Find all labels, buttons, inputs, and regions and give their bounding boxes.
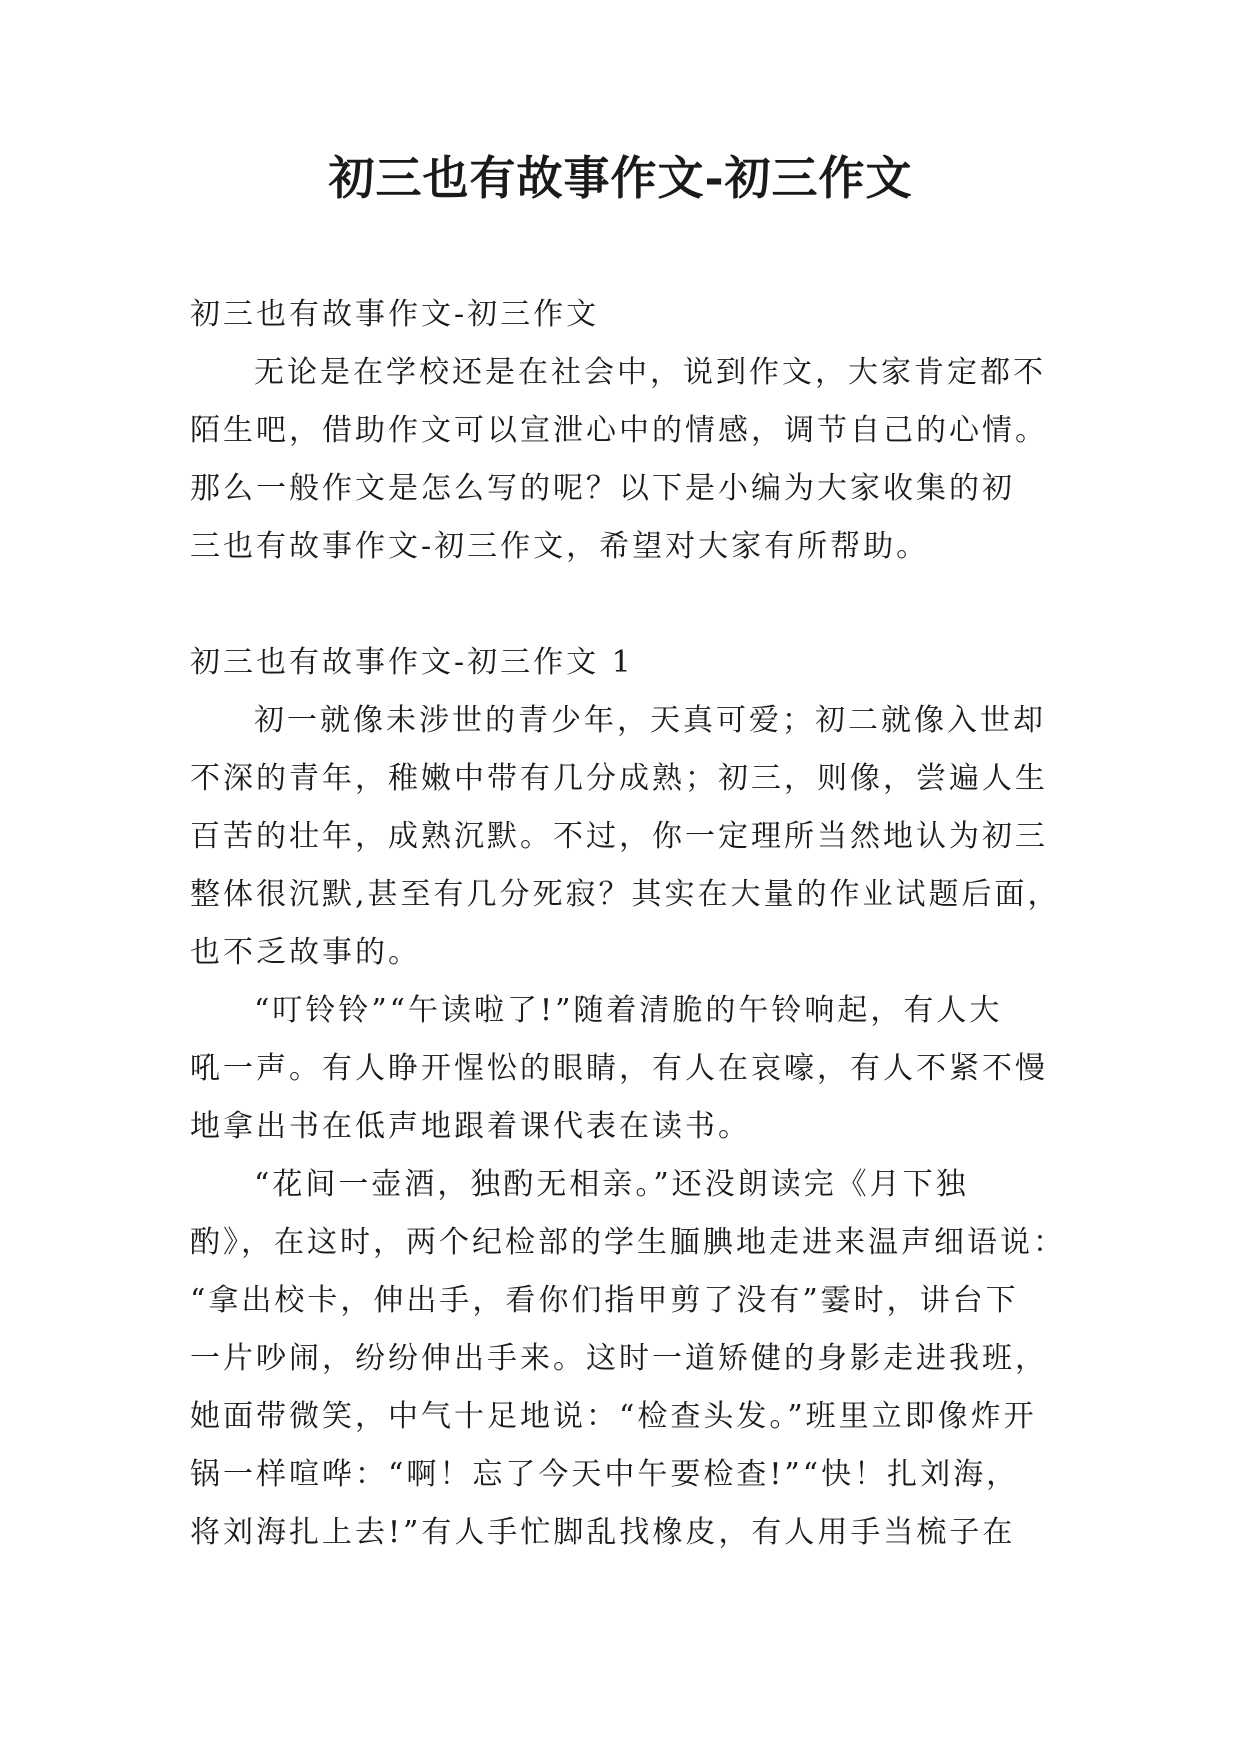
paragraph-line: 吼一声。有人睁开惺忪的眼睛，有人在哀嚎，有人不紧不慢 bbox=[190, 1051, 1048, 1086]
intro-paragraph bbox=[190, 344, 1070, 576]
subtitle: 初三也有故事作文-初三作文 bbox=[190, 297, 600, 332]
section-heading: 初三也有故事作文-初三作文 1 bbox=[190, 645, 634, 680]
paragraph-line: 初一就像未涉世的青少年，天真可爱；初二就像入世却 bbox=[254, 703, 1046, 738]
paragraph-line: 将刘海扎上去!”有人手忙脚乱找橡皮，有人用手当梳子在 bbox=[190, 1515, 1016, 1550]
paragraph-line: 酌》，在这时，两个纪检部的学生腼腆地走进来温声细语说： bbox=[190, 1225, 1066, 1260]
paragraph-line: 整体很沉默,甚至有几分死寂？其实在大量的作业试题后面， bbox=[190, 877, 1061, 912]
intro-line: 三也有故事作文-初三作文，希望对大家有所帮助。 bbox=[190, 529, 930, 564]
paragraph-line: 她面带微笑，中气十足地说：“检查头发。”班里立即像炸开 bbox=[190, 1399, 1037, 1434]
paragraph-line: “叮铃铃”“午读啦了!”随着清脆的午铃响起，有人大 bbox=[254, 993, 1003, 1028]
paragraph-line: 百苦的壮年，成熟沉默。不过，你一定理所当然地认为初三 bbox=[190, 819, 1048, 854]
paragraph-spacer bbox=[190, 576, 1070, 634]
paragraph-line: 一片吵闹，纷纷伸出手来。这时一道矫健的身影走进我班， bbox=[190, 1341, 1048, 1376]
intro-line: 那么一般作文是怎么写的呢？以下是小编为大家收集的初 bbox=[190, 471, 1015, 506]
paragraph-1 bbox=[190, 692, 1070, 982]
paragraph-line: 锅一样喧哗：“啊！忘了今天中午要检查!”“快！扎刘海， bbox=[190, 1457, 1020, 1492]
intro-line: 陌生吧，借助作文可以宣泄心中的情感，调节自己的心情。 bbox=[190, 413, 1048, 448]
paragraph-line: “拿出校卡，伸出手，看你们指甲剪了没有”霎时，讲台下 bbox=[190, 1283, 1019, 1318]
document-body bbox=[190, 286, 1070, 1562]
paragraph-line: 不深的青年，稚嫩中带有几分成熟；初三，则像，尝遍人生 bbox=[190, 761, 1048, 796]
paragraph-line: “花间一壶酒，独酌无相亲。”还没朗读完《月下独 bbox=[254, 1167, 969, 1202]
document-title: 初三也有故事作文-初三作文 bbox=[328, 151, 913, 205]
paragraph-line: 也不乏故事的。 bbox=[190, 935, 421, 970]
paragraph-3 bbox=[190, 1156, 1070, 1562]
paragraph-line: 地拿出书在低声地跟着课代表在读书。 bbox=[190, 1109, 751, 1144]
intro-line: 无论是在学校还是在社会中，说到作文，大家肯定都不 bbox=[254, 355, 1046, 390]
paragraph-2 bbox=[190, 982, 1070, 1156]
